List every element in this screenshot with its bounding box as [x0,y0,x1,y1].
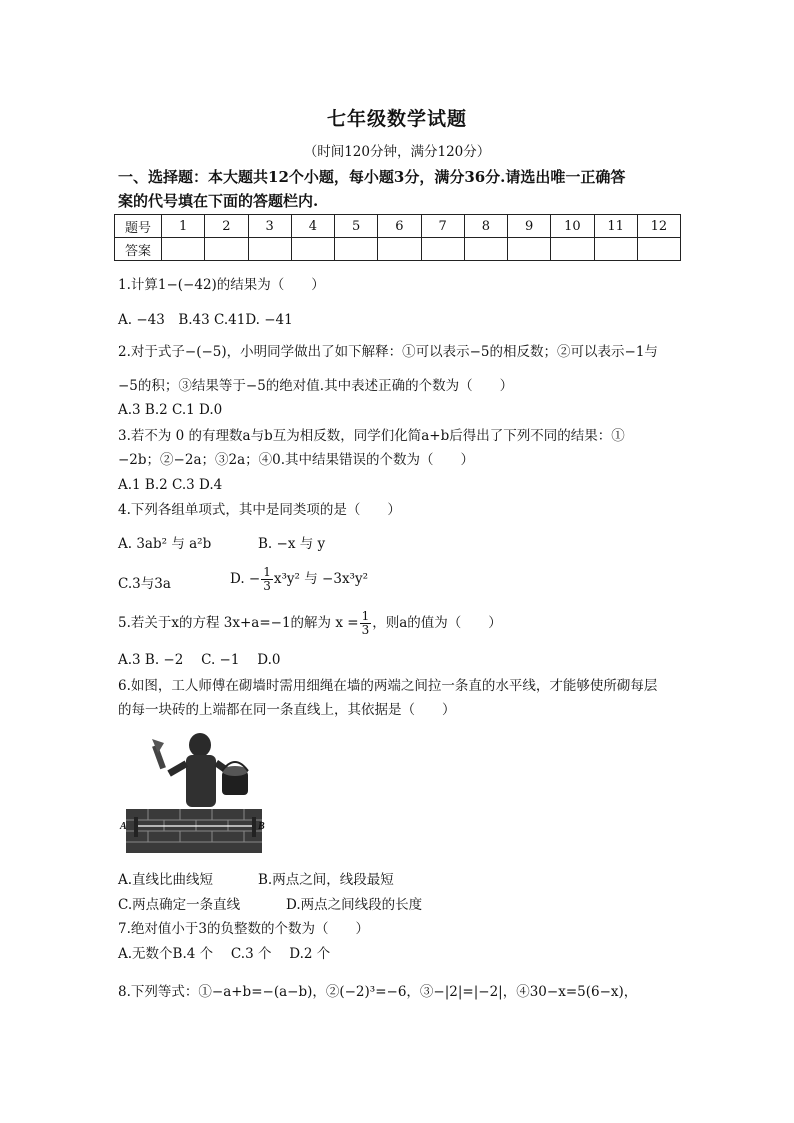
answer-cell[interactable] [551,238,594,261]
table-cell-number: 5 [335,215,378,238]
option-d-prefix: D. − [230,571,261,587]
page-subtitle: （时间120分钟，满分120分） [303,144,491,160]
answer-cell[interactable] [464,238,507,261]
fraction-numerator: 1 [263,565,271,579]
question-3-line2: −2b；②−2a；③2a；④0.其中结果错误的个数为（ ） [118,452,475,468]
answer-cell[interactable] [335,238,378,261]
answer-cell[interactable] [378,238,421,261]
question-4-option-d [230,566,368,593]
answer-cell[interactable] [162,238,205,261]
table-header-label: 题号 [115,215,162,238]
answer-cell[interactable] [421,238,464,261]
table-cell-number: 6 [378,215,421,238]
question-2-options: A.3 B.2 C.1 D.0 [118,402,223,418]
page-title: 七年级数学试题 [326,108,467,130]
question-5-options: A.3 B. −2 C. −1 D.0 [118,652,281,668]
answer-cell[interactable] [594,238,637,261]
table-cell-number: 2 [205,215,248,238]
question-7: 7.绝对值小于3的负整数的个数为（ ） [118,921,369,937]
option-d-suffix: x³y² 与 −3x³y² [273,571,369,587]
fraction-numerator: 1 [361,609,370,623]
table-cell-number: 7 [421,215,464,238]
question-6-option-c: C.两点确定一条直线 [118,897,241,913]
question-4-option-c: C.3与3a [118,576,171,592]
section-heading-line1: 一、选择题：本大题共12个小题，每小题3分，满分36分.请选出唯一正确答 [118,168,626,186]
question-3-options: A.1 B.2 C.3 D.4 [118,477,223,493]
table-answer-label: 答案 [115,238,162,261]
table-row-answers [115,238,681,261]
answer-cell[interactable] [248,238,291,261]
answer-cell[interactable] [205,238,248,261]
table-cell-number: 11 [594,215,637,238]
question-4: 4.下列各组单项式，其中是同类项的是（ ） [118,502,401,518]
answer-cell[interactable] [291,238,334,261]
question-8: 8.下列等式：①−a+b=−(a−b)，②(−2)³=−6，③−|2|=|−2|，④30−x=5(6−x)， [118,984,638,1000]
question-6-option-a: A.直线比曲线短 [118,872,214,888]
fraction [261,566,273,593]
answer-table [114,214,681,261]
question-7-options: A.无数个B.4 个 C.3 个 D.2 个 [118,946,331,962]
fraction-denominator: 3 [263,579,271,593]
table-cell-number: 4 [291,215,334,238]
fraction-denominator: 3 [361,623,370,637]
question-6-line1: 6.如图，工人师傅在砌墙时需用细绳在墙的两端之间拉一条直的水平线，才能够使所砌每层 [118,678,658,694]
table-row-numbers [115,215,681,238]
question-1-options: A. −43 B.43 C.41D. −41 [118,312,293,328]
question-1: 1.计算1−(−42)的结果为（ ） [118,277,325,293]
table-cell-number: 12 [637,215,680,238]
question-2-line2: −5的积；③结果等于−5的绝对值.其中表述正确的个数为（ ） [118,378,514,394]
answer-cell[interactable] [508,238,551,261]
question-3-line1: 3.若不为 0 的有理数a与b互为相反数，同学们化简a+b后得出了下列不同的结果：① [118,428,625,444]
table-cell-number: 9 [508,215,551,238]
question-4-option-a: A. 3ab² 与 a²b [118,536,212,552]
question-4-option-b: B. −x 与 y [258,536,326,552]
table-cell-number: 1 [162,215,205,238]
table-cell-number: 10 [551,215,594,238]
figure-label-b: B [258,821,265,832]
question-6-option-d: D.两点之间线段的长度 [286,897,423,913]
question-6-line2: 的每一块砖的上端都在同一条直线上，其依据是（ ） [118,702,456,718]
table-cell-number: 8 [464,215,507,238]
question-6-option-b: B.两点之间，线段最短 [258,872,394,888]
figure-label-a: A [120,821,127,832]
bricklayer-figure [118,725,270,857]
answer-cell[interactable] [637,238,680,261]
question-2-line1: 2.对于式子−(−5)，小明同学做出了如下解释：①可以表示−5的相反数；②可以表示−1与 [118,344,658,360]
question-5 [118,610,502,637]
question-5-suffix: ，则a的值为（ ） [372,615,502,631]
fraction [360,610,372,637]
table-cell-number: 3 [248,215,291,238]
question-5-prefix: 5.若关于x的方程 3x+a=−1的解为 x = [118,615,359,631]
bricklayer-illustration [118,725,270,857]
section-heading-line2: 案的代号填在下面的答题栏内. [118,192,319,210]
